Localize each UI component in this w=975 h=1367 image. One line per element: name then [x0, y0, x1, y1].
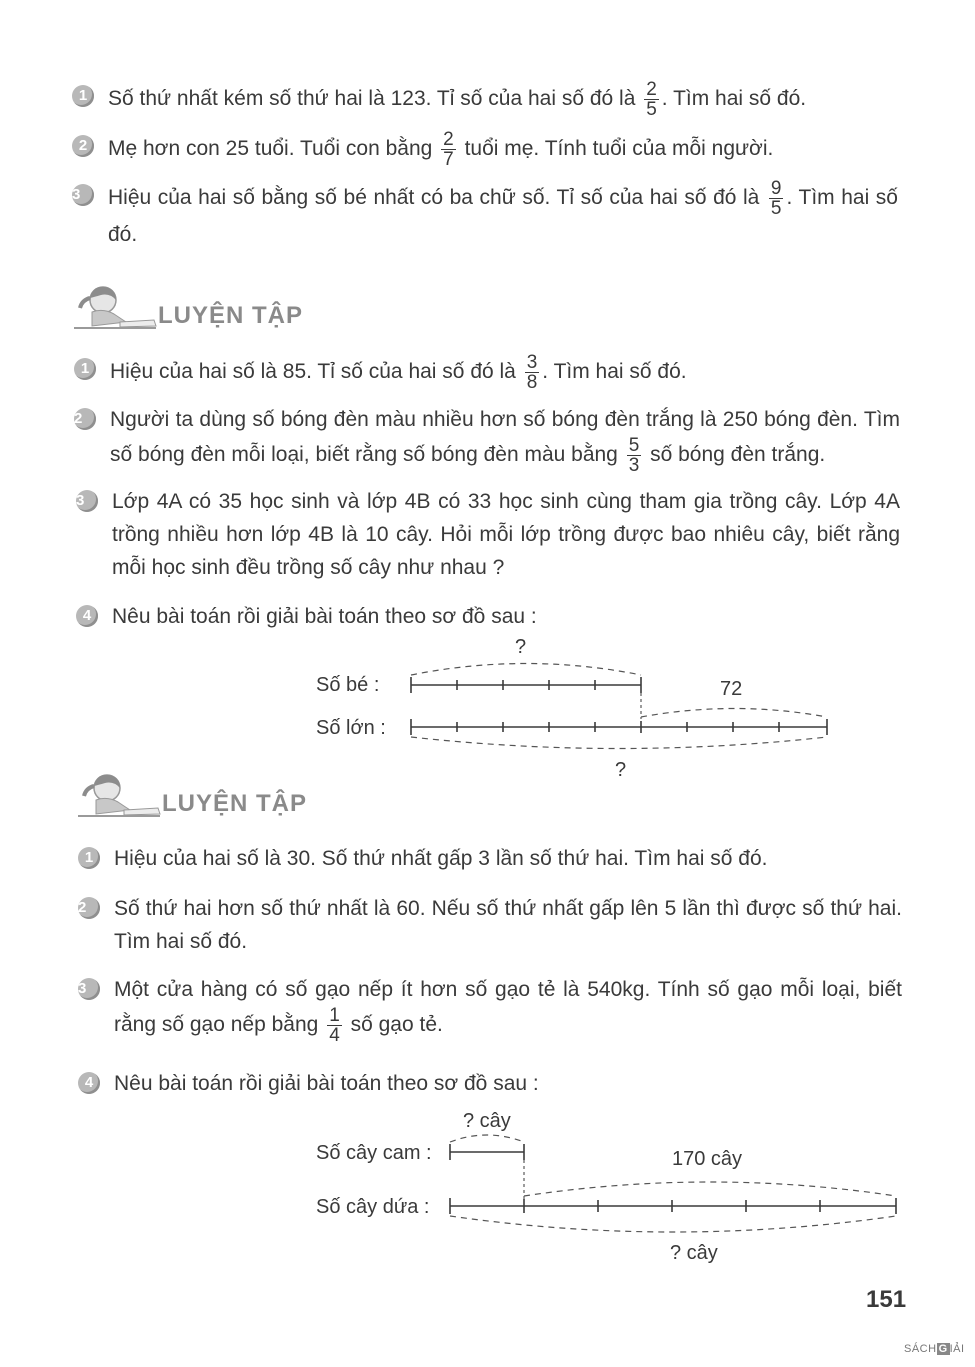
problem-number-badge: 4 — [76, 605, 98, 627]
problem-text: Hiệu của hai số là 85. Tỉ số của hai số đó là — [110, 360, 522, 384]
difference-label: 72 — [720, 678, 743, 700]
problem-text: Hiệu của hai số bằng số bé nhất có ba chữ số. Tỉ số của hai số đó là — [108, 186, 766, 210]
problem-number-badge: 3 — [76, 490, 98, 512]
section-title: LUYỆN TẬP — [162, 790, 308, 817]
problem-text: Người ta dùng số bóng đèn màu nhiều hơn số bóng đèn trắng là 250 bóng đèn. Tìm số bóng đèn mỗi loại, biết rằng số bóng đèn màu bằng — [110, 408, 900, 467]
pineapple-trees-label: Số cây dứa : — [316, 1196, 430, 1218]
denominator: 5 — [770, 198, 782, 219]
problem-text: . Tìm hai số đó. — [542, 360, 687, 384]
problem-number-badge: 2 — [78, 897, 100, 919]
denominator: 3 — [628, 455, 640, 476]
large-number-label: Số lớn : — [316, 717, 386, 739]
top-question-label: ? cây — [463, 1110, 511, 1132]
section-title: LUYỆN TẬP — [158, 302, 304, 329]
watermark-text-right: IẢI — [949, 1343, 965, 1355]
problem-text: Nêu bài toán rồi giải bài toán theo sơ đồ sau : — [114, 1072, 539, 1095]
problem-number-badge: 3 — [78, 978, 100, 1000]
watermark-logo — [904, 1343, 965, 1355]
watermark-text-left: SÁCH — [904, 1343, 937, 1355]
problem-number-badge: 4 — [78, 1072, 100, 1094]
numerator: 3 — [526, 352, 538, 373]
page-number: 151 — [866, 1286, 907, 1313]
problem-number-badge: 3 — [72, 184, 94, 206]
problem-number-badge: 2 — [74, 408, 96, 430]
problem-text: Mẹ hơn con 25 tuổi. Tuổi con bằng — [108, 137, 439, 161]
problem-text: . Tìm hai số đó. — [661, 87, 807, 111]
numerator: 9 — [770, 178, 782, 199]
watermark-text-mid: G — [938, 1343, 948, 1355]
problem-text: Lớp 4A có 35 học sinh và lớp 4B có 33 học sinh cùng tham gia trồng cây. Lớp 4A trồng nhiều hơn lớp 4B là 10 cây. Hỏi mỗi lớp trồng được bao nhiêu cây, biết rằng mỗi học sinh đều trồng số cây như nhau ? — [112, 490, 900, 579]
orange-trees-label: Số cây cam : — [316, 1142, 432, 1164]
problem-text: số bóng đèn trắng. — [644, 443, 826, 467]
problem-text: số gạo tẻ. — [344, 1013, 443, 1037]
denominator: 7 — [443, 149, 454, 170]
numerator: 2 — [443, 129, 454, 150]
top-question-label: ? — [515, 636, 527, 658]
denominator: 5 — [646, 99, 657, 120]
problem-number-badge: 1 — [74, 358, 96, 380]
problem-text: Số thứ hai hơn số thứ nhất là 60. Nếu số thứ nhất gấp lên 5 lần thì được số thứ hai. Tìm hai số đó. — [114, 897, 902, 953]
problem-text: . Tìm hai số đó. — [108, 186, 898, 246]
denominator: 8 — [526, 372, 538, 393]
small-number-label: Số bé : — [316, 674, 380, 696]
numerator: 1 — [329, 1005, 340, 1026]
numerator: 5 — [628, 435, 640, 456]
denominator: 4 — [329, 1025, 340, 1046]
problem-text: Số thứ nhất kém số thứ hai là 123. Tỉ số của hai số đó là — [108, 87, 642, 111]
problem-text: Nêu bài toán rồi giải bài toán theo sơ đồ sau : — [112, 605, 537, 628]
problem-number-badge: 1 — [78, 847, 100, 869]
numerator: 2 — [646, 79, 657, 100]
bottom-question-label: ? — [615, 759, 627, 781]
problem-number-badge: 1 — [72, 85, 94, 107]
difference-label: 170 cây — [672, 1148, 743, 1170]
problem-text: Một cửa hàng có số gạo nếp ít hơn số gạo tẻ là 540kg. Tính số gạo mỗi loại, biết rằng số gạo nếp bằng — [114, 978, 902, 1037]
problem-text: tuổi mẹ. Tính tuổi của mỗi người. — [458, 137, 774, 161]
bottom-question-label: ? cây — [670, 1242, 718, 1264]
problem-text: Hiệu của hai số là 30. Số thứ nhất gấp 3 lần số thứ hai. Tìm hai số đó. — [114, 847, 768, 870]
problem-number-badge: 2 — [72, 135, 94, 157]
